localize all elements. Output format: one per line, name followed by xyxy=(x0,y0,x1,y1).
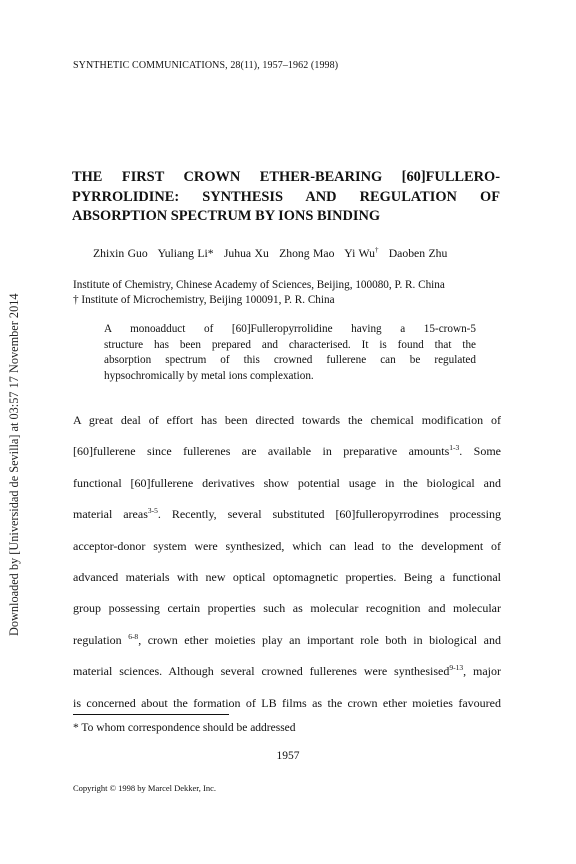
abstract xyxy=(104,322,476,384)
body-text-run: material sciences. Although several crowned fullerenes were synthesised xyxy=(73,664,450,679)
body-line xyxy=(73,442,501,473)
download-watermark: Downloaded by [Universidad de Sevilla] at 03:57 17 November 2014 xyxy=(7,293,21,636)
page-number: 1957 xyxy=(276,750,300,762)
affiliation-line: Institute of Chemistry, Chinese Academy of Sciences, Beijing, 100080, P. R. China xyxy=(73,279,445,291)
abstract-line: hypsochromically by metal ions complexation. xyxy=(104,369,314,382)
affiliation-dagger-mark: † xyxy=(374,246,379,254)
citation-superscript: 6-8 xyxy=(128,631,139,641)
body-line: functional [60]fullerene derivatives show potential usage in the biological and xyxy=(73,475,501,490)
body-line xyxy=(73,662,501,693)
body-line xyxy=(73,631,501,662)
body-text-run: . Recently, several substituted [60]fulleropyrrodines processing xyxy=(157,507,501,522)
body-line: advanced materials with new optical optomagnetic properties. Being a functional xyxy=(73,569,501,584)
title-line-3: ABSORPTION SPECTRUM BY IONS BINDING xyxy=(72,208,381,224)
abstract-line: A monoadduct of [60]Fulleropyrrolidine having a 15-crown-5 xyxy=(104,323,476,335)
body-text-run: . Some xyxy=(459,444,501,459)
article-title xyxy=(72,168,500,227)
body-text-run: regulation xyxy=(73,632,129,647)
author-name: Juhua Xu xyxy=(223,246,269,260)
author-name: Yi Wu xyxy=(344,246,375,260)
footnote: * To whom correspondence should be addressed xyxy=(73,722,296,734)
body-text-run: [60]fullerene since fullerenes are available in preparative amounts xyxy=(73,444,450,459)
citation-superscript: 1-3 xyxy=(449,443,460,453)
corresponding-author-mark: * xyxy=(207,246,214,260)
author-name: Daoben Zhu xyxy=(388,246,448,260)
affiliation-line: † Institute of Microchemistry, Beijing 100091, P. R. China xyxy=(73,294,335,306)
author-name: Yuliang Li xyxy=(157,246,208,260)
footnote-divider xyxy=(73,714,229,715)
abstract-line: structure has been prepared and characterised. It is found that the xyxy=(104,338,476,351)
author-name: Zhixin Guo xyxy=(93,246,148,260)
body-line: is concerned about the formation of LB films as the crown ether moieties favoured xyxy=(73,695,501,710)
citation-superscript: 9-13 xyxy=(449,663,464,673)
author-list xyxy=(93,246,447,260)
body-paragraph xyxy=(73,411,501,725)
body-line: group possessing certain properties such as molecular recognition and molecular xyxy=(73,601,501,616)
running-head: SYNTHETIC COMMUNICATIONS, 28(11), 1957–1962 (1998) xyxy=(73,60,339,71)
body-text-run: , crown ether moieties play an important role both in biological and xyxy=(138,632,501,647)
author-name: Zhong Mao xyxy=(279,246,335,260)
citation-superscript: 3-5 xyxy=(147,506,158,516)
abstract-line: absorption spectrum of this crowned fullerene can be regulated xyxy=(104,354,476,366)
body-text-run: material areas xyxy=(73,507,148,522)
title-line-1: THE FIRST CROWN ETHER-BEARING [60]FULLERO- xyxy=(72,169,500,185)
copyright-notice: Copyright © 1998 by Marcel Dekker, Inc. xyxy=(73,783,217,793)
affiliations xyxy=(73,278,445,308)
body-line xyxy=(73,505,501,536)
body-line: acceptor-donor system were synthesized, which can lead to the development of xyxy=(73,538,501,553)
title-line-2: PYRROLIDINE: SYNTHESIS AND REGULATION OF xyxy=(72,188,500,205)
body-line: A great deal of effort has been directed towards the chemical modification of xyxy=(73,413,501,427)
body-text-run: , major xyxy=(463,664,501,679)
